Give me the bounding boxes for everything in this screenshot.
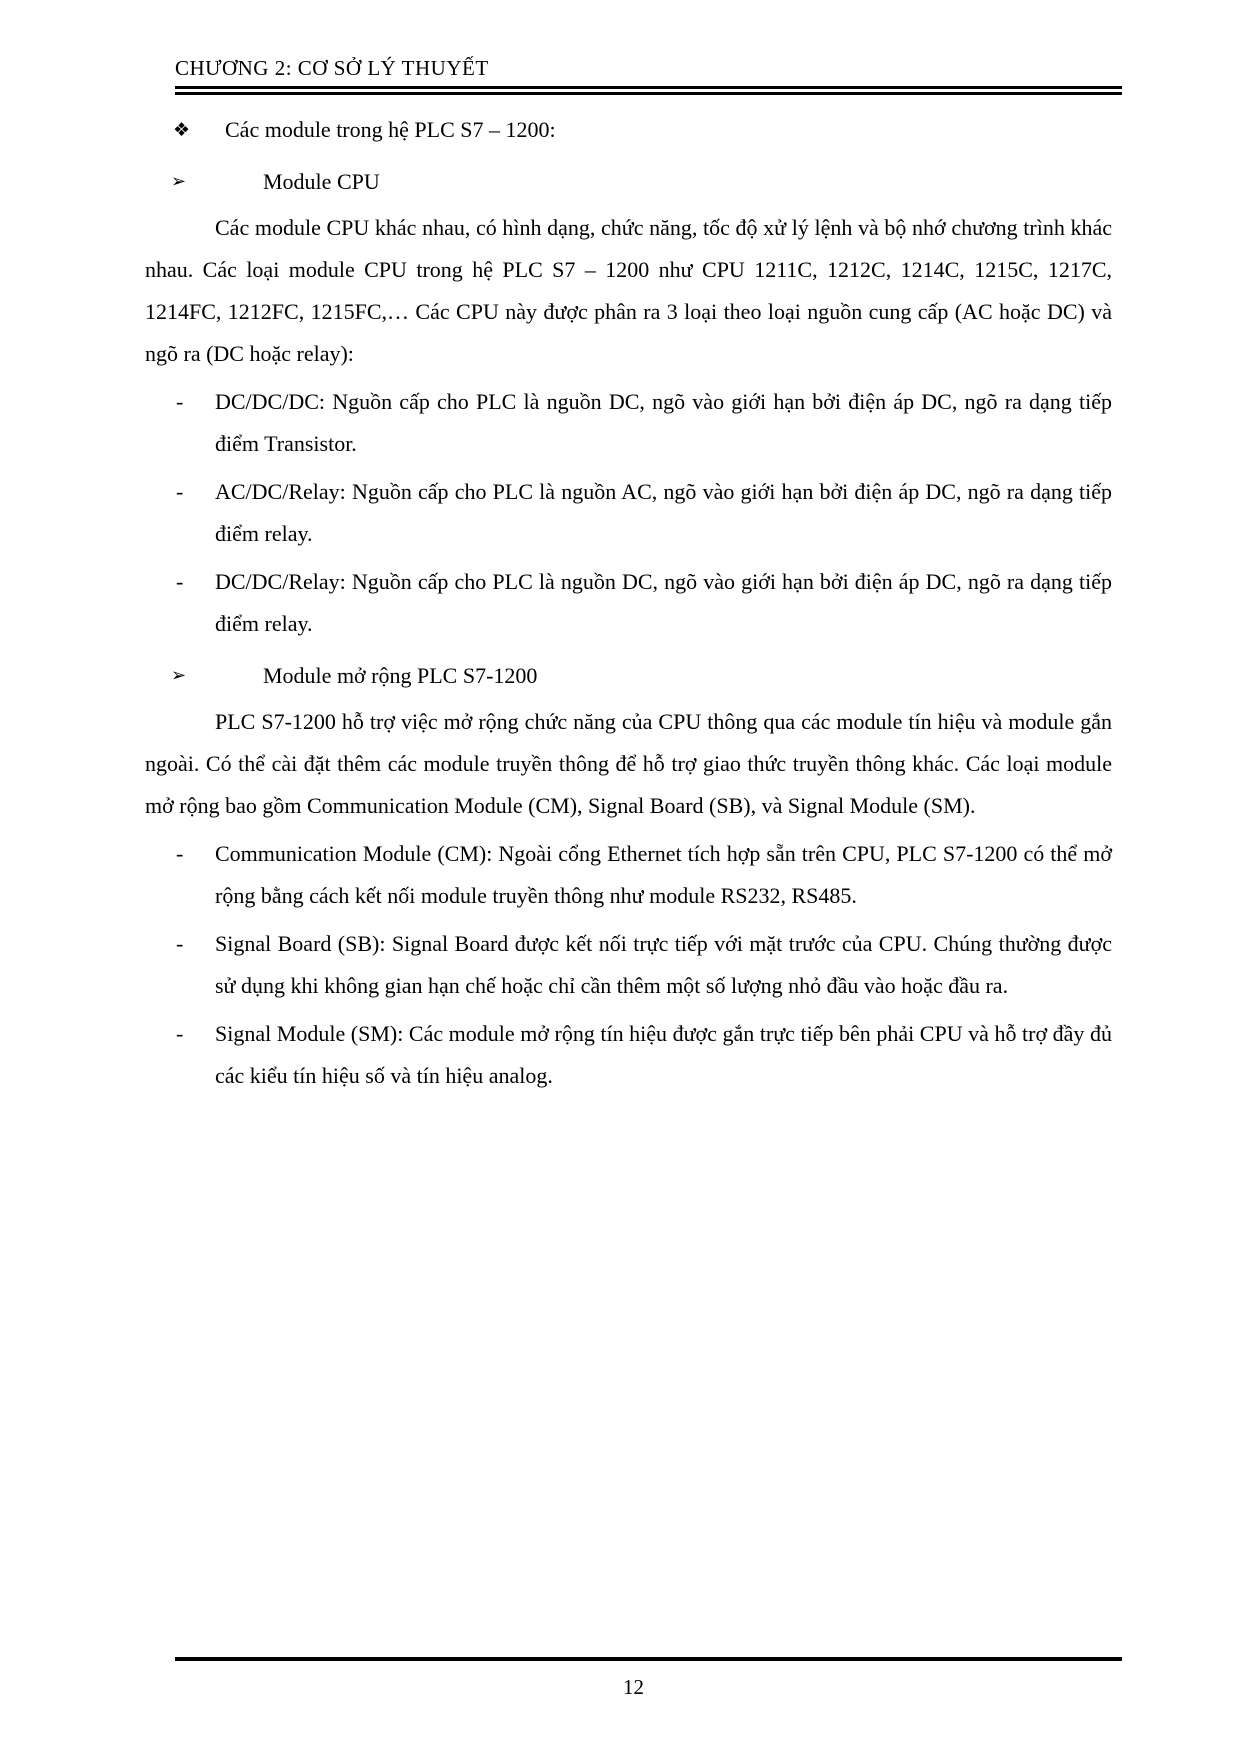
page-number: 12 — [623, 1675, 644, 1699]
text-run: PLC S7-1200 hỗ trợ việc mở rộng chức năng của CPU thông qua các module tín hiệu và module gắn ngoài. Có thể cài đặt thêm các module truyền thông để hỗ trợ giao thức truyền thông khác. Các loại module mở rộng bao gồm Communication Module (CM), Signal Board (SB), và Signal Module (SM). — [145, 709, 1112, 818]
page-content — [145, 55, 1122, 1097]
text-run: Các module CPU khác nhau, có hình dạng, chức năng, tốc độ xử lý lệnh và bộ nhớ chương trình khác nhau. Các loại module CPU trong hệ PLC S7 – 1200 như CPU 1211C, 1212C, 1214C, 1215C, 1217C, 1214FC, 1212FC, 1215FC,… Các CPU này được phân ra 3 loại theo loại nguồn cung cấp (AC hoặc DC) và ngõ ra (DC hoặc relay): — [145, 215, 1112, 366]
header-rule — [175, 86, 1122, 95]
text-run: Signal Board (SB): Signal Board được kết nối trực tiếp với mặt trước của CPU. Chúng thường được sử dụng khi không gian hạn chế hoặc chỉ cần thêm một số lượng nhỏ đầu vào hoặc đầu ra. — [215, 931, 1112, 998]
dash-marker-icon: - — [176, 1021, 184, 1046]
diamond-item — [145, 109, 1112, 151]
text-run: AC/DC/Relay: Nguồn cấp cho PLC là nguồn AC, ngõ vào giới hạn bởi điện áp DC, ngõ ra dạng tiếp điểm relay. — [215, 479, 1112, 546]
dash-marker-icon: - — [176, 841, 184, 866]
text-run: Module CPU — [263, 169, 380, 194]
arrow-bullet-icon: ➢ — [171, 665, 187, 686]
text-run: Signal Module (SM): Các module mở rộng tín hiệu được gắn trực tiếp bên phải CPU và hỗ trợ đầy đủ các kiểu tín hiệu số và tín hiệu analog. — [215, 1021, 1112, 1088]
arrow-bullet-icon: ➢ — [171, 171, 187, 192]
text-run: DC/DC/Relay: Nguồn cấp cho PLC là nguồn DC, ngõ vào giới hạn bởi điện áp DC, ngõ ra dạng tiếp điểm relay. — [215, 569, 1112, 636]
paragraph — [145, 701, 1112, 827]
paragraph — [145, 207, 1112, 375]
dash-item — [145, 381, 1112, 465]
text-run: Communication Module (CM): Ngoài cổng Ethernet tích hợp sẵn trên CPU, PLC S7-1200 có thể mở rộng bằng cách kết nối module truyền thông như module RS232, RS485. — [215, 841, 1112, 908]
text-run: DC/DC/DC: Nguồn cấp cho PLC là nguồn DC, ngõ vào giới hạn bởi điện áp DC, ngõ ra dạng tiếp điểm Transistor. — [215, 389, 1112, 456]
dash-item — [145, 923, 1112, 1007]
dash-item — [145, 1013, 1112, 1097]
text-run: Module mở rộng PLC S7-1200 — [263, 663, 538, 688]
arrow-item — [145, 655, 1112, 697]
dash-item — [145, 471, 1112, 555]
text-run: Các module trong hệ PLC S7 – 1200: — [225, 117, 556, 142]
dash-marker-icon: - — [176, 569, 184, 594]
dash-marker-icon: - — [176, 931, 184, 956]
footer-rule — [175, 1657, 1122, 1661]
chapter-header — [175, 55, 1122, 95]
dash-marker-icon: - — [176, 479, 184, 504]
dash-item — [145, 561, 1112, 645]
diamond-bullet-icon: ❖ — [173, 119, 191, 141]
document-body — [145, 109, 1122, 1097]
dash-marker-icon: - — [176, 389, 184, 414]
chapter-title: CHƯƠNG 2: CƠ SỞ LÝ THUYẾT — [175, 56, 489, 80]
dash-item — [145, 833, 1112, 917]
arrow-item — [145, 161, 1112, 203]
